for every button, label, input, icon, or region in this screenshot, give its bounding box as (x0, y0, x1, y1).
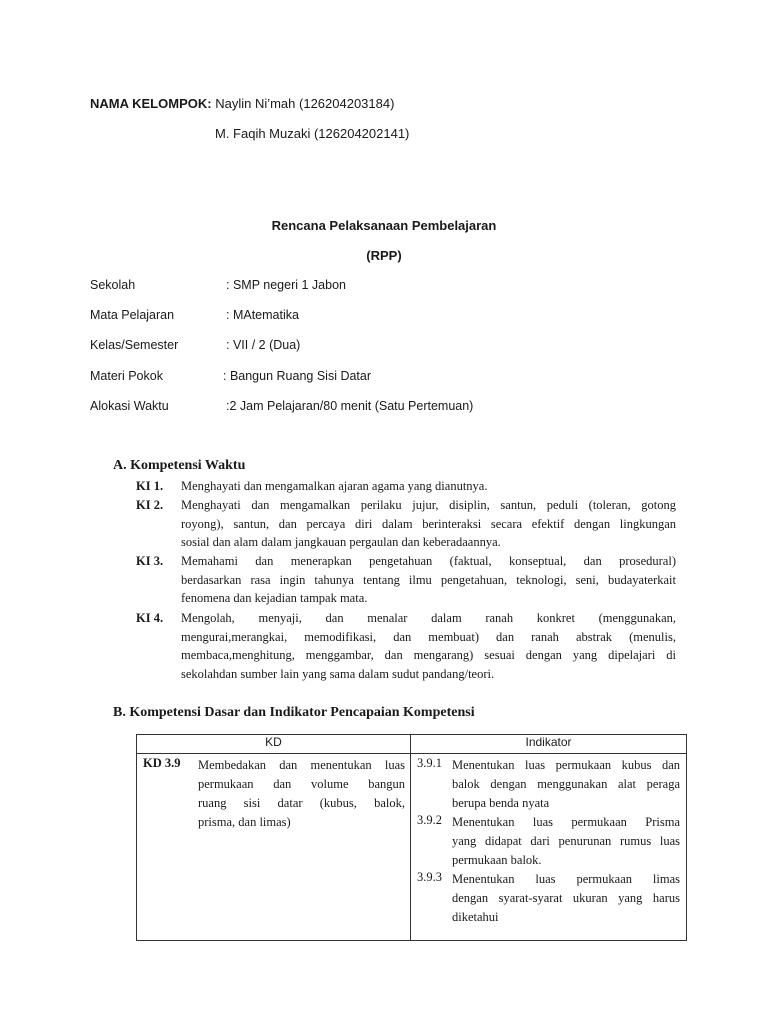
indikator-cell (411, 754, 687, 941)
ki-item-4 (136, 609, 676, 684)
ki-code: KI 3. (136, 554, 164, 568)
kd-cell (137, 754, 411, 941)
ki-text (181, 477, 676, 496)
ki-line: sekolahdan sumber lain yang sama dalam sudut pandang/teori. (181, 666, 495, 681)
ki-code: KI 4. (136, 611, 164, 625)
ki-line: berdasarkan rasa ingin tahunya tentang ilmu pengetahuan, teknologi, seni, budayaterkait (181, 572, 676, 587)
kd-line: ruang sisi datar (kubus, balok, (198, 796, 405, 810)
kd-line: prisma, dan limas) (198, 815, 291, 829)
ki-item-2 (136, 496, 676, 552)
kd-code: KD 3.9 (143, 756, 181, 770)
indicator-text (452, 813, 680, 870)
kd-table-header-row (137, 735, 687, 754)
ki-item-1 (136, 477, 676, 496)
indicator-number: 3.9.3 (417, 870, 442, 884)
kd-table-row (137, 754, 687, 941)
kd-line: permukaan dan volume bangun (198, 777, 405, 791)
ki-text (181, 609, 676, 683)
ki-line: fenomena dan kejadian tampak mata. (181, 591, 368, 605)
info-value-class: : VII / 2 (Dua) (226, 338, 301, 352)
indicator-line: berupa benda nyata (452, 796, 550, 810)
ki-line: membaca,menghitung, menggambar, dan mengarang) sesuai dengan yang dipelajari di (181, 648, 676, 662)
indicator-line: yang didapat dari penurunan rumus luas (452, 834, 680, 848)
indicator-line: Menentukan luas permukaan Prisma (452, 815, 680, 829)
ki-item-3 (136, 552, 676, 608)
ki-line: mengurai,merangkai, memodifikasi, dan membuat) dan ranah abstrak (menulis, (181, 629, 676, 644)
info-label-class: Kelas/Semester (90, 338, 179, 352)
ki-line: Menghayati dan mengamalkan ajaran agama yang dianutnya. (181, 479, 488, 493)
ki-line: Menghayati dan mengamalkan perilaku jujur, disiplin, santun, peduli (toleran, gotong (181, 498, 676, 512)
info-label-school: Sekolah (90, 278, 136, 292)
indicator-line: balok dengan menggunakan alat peraga (452, 777, 680, 791)
indicator-line: permukaan balok. (452, 853, 542, 867)
ki-line: royong), santun, dan percaya diri dalam berinteraksi secara efektif dengan lingkungan (181, 516, 676, 531)
indicator-line: diketahui (452, 910, 499, 924)
info-label-subject: Mata Pelajaran (90, 308, 175, 322)
indicator-line: Menentukan luas permukaan kubus dan (452, 758, 680, 772)
info-label-topic: Materi Pokok (90, 369, 163, 383)
ki-code: KI 2. (136, 498, 164, 512)
doc-subtitle: (RPP) (366, 248, 402, 263)
info-value-time: :2 Jam Pelajaran/80 menit (Satu Pertemuan) (226, 399, 474, 413)
info-value-school: : SMP negeri 1 Jabon (226, 278, 346, 292)
section-b-heading: B. Kompetensi Dasar dan Indikator Pencapaian Kompetensi (113, 705, 475, 720)
indicator-text (452, 756, 680, 813)
kd-column-header: KD (137, 735, 411, 754)
member-1: Naylin Ni’mah (126204203184) (215, 96, 395, 111)
indicator-number: 3.9.1 (417, 756, 442, 770)
kd-table (136, 734, 687, 941)
ki-line: sosial dan alam dalam jangkauan pergaulan dan keberadaannya. (181, 535, 501, 549)
doc-title: Rencana Pelaksanaan Pembelajaran (271, 218, 497, 233)
info-value-subject: : MAtematika (226, 308, 299, 322)
indicator-text (452, 870, 680, 927)
group-label: NAMA KELOMPOK: (90, 96, 212, 111)
ki-text (181, 496, 676, 552)
kd-line: Membedakan dan menentukan luas (198, 758, 405, 772)
indicator-number: 3.9.2 (417, 813, 442, 827)
member-2: M. Faqih Muzaki (126204202141) (215, 126, 410, 141)
info-label-time: Alokasi Waktu (90, 399, 169, 413)
info-value-topic: : Bangun Ruang Sisi Datar (223, 369, 372, 383)
ki-line: Mengolah, menyaji, dan menalar dalam ranah konkret (menggunakan, (181, 611, 676, 625)
ki-text (181, 552, 676, 608)
indicator-line: dengan syarat-syarat ukuran yang harus (452, 891, 680, 905)
indikator-column-header: Indikator (411, 735, 687, 754)
ki-code: KI 1. (136, 479, 164, 493)
kd-text (198, 756, 405, 832)
section-a-heading: A. Kompetensi Waktu (113, 458, 246, 473)
indicator-line: Menentukan luas permukaan limas (452, 872, 680, 886)
group-line (90, 96, 394, 111)
ki-line: Memahami dan menerapkan pengetahuan (faktual, konseptual, dan prosedural) (181, 554, 676, 568)
